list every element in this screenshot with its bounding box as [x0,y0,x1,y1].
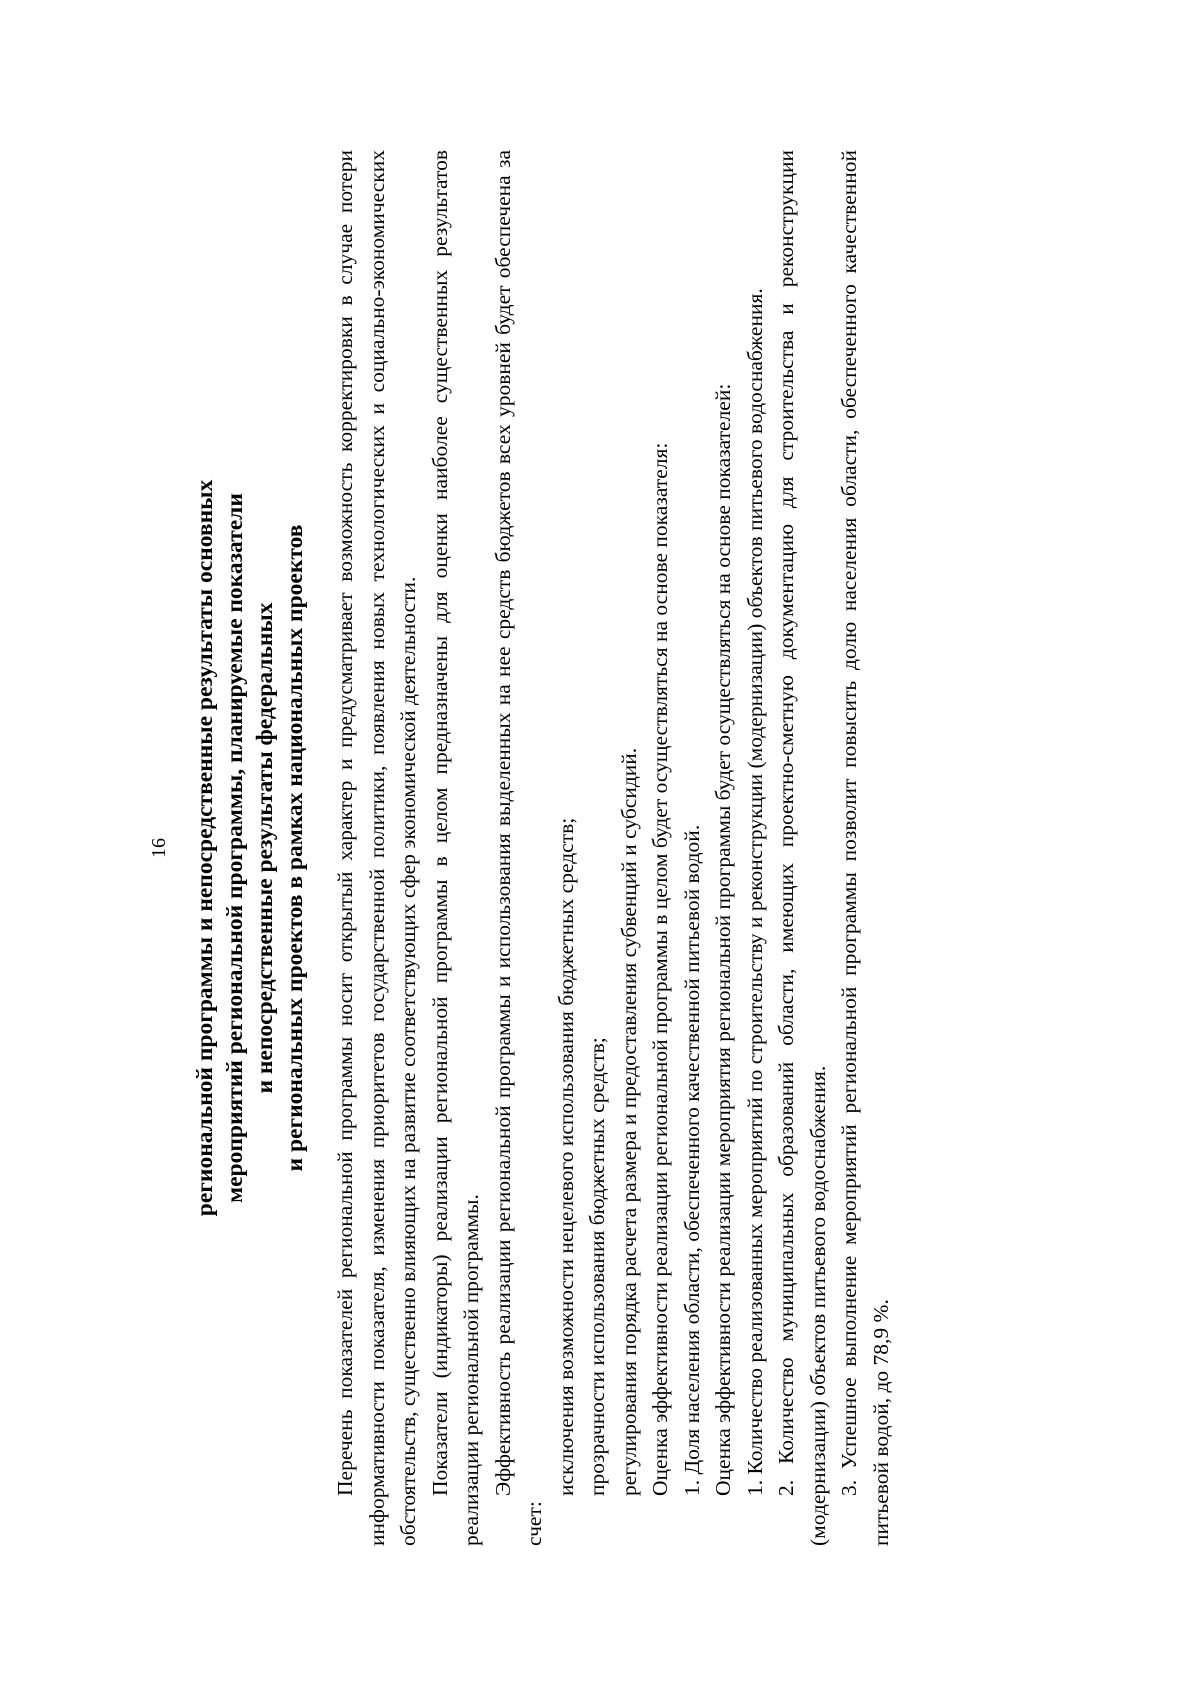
list-item: регулирования порядка расчета размера и предоставления субвенций и субсидий. [616,747,641,1496]
paragraph: Перечень показателей региональной программы носит открытый характер и предусматривает возможность корректировки в случае потери информативности показателя, изменения приоритетов государственной политики, появления новых технологических и социально-экономических обстоятельств, существенно влияющих на развитие соответствующих сфер экономической деятельности. [333,150,420,1546]
list-item: исключения возможности нецелевого использования бюджетных средств; [553,817,578,1496]
heading-line: и непосредственные результаты федеральных [252,602,278,1094]
section-heading [190,128,310,1568]
indicator-item: 3. Успешное выполнение мероприятий региональной программы позволит повысить долю населения области, обеспеченного качественной питьевой водой, до 78,9 %. [837,150,893,1546]
indicator-item: 2. Количество муниципальных образований области, имеющих проектно-сметную документацию для строительства и реконструкции (модернизации) объектов питьевого водоснабжения. [774,150,830,1546]
paragraph: Оценка эффективности реализации региональной программы в целом будет осуществляться на основе показателя: [648,442,672,1496]
paragraph: Показатели (индикаторы) реализации региональной программы в целом предназначены для оценки наиболее существенных результатов реализации региональной программы. [427,150,483,1546]
heading-line: регионaльной программы и непосредственные результаты основных [192,479,218,1217]
paragraph: Оценка эффективности реализации мероприятия региональной программы будет осуществляться на основе показателей: [711,383,735,1496]
paragraph: Эффективность реализации региональной программы и использования выделенных на нее средств бюджетов всех уровней будет обеспечена за счет: [490,150,546,1546]
list-item: прозрачности использования бюджетных средств; [585,1037,609,1496]
page-number: 16 [148,838,170,858]
heading-line: мероприятий региональной программы, планируемые показатели [222,493,248,1203]
indicator-item: 1. Количество реализованных мероприятий по строительству и реконструкции (модернизации) объектов питьевого водоснабжения. [742,288,767,1496]
indicator-item: 1. Доля населения области, обеспеченного качественной питьевой водой. [679,824,704,1496]
heading-line: и региональных проектов в рамках национальных проектов [282,524,308,1172]
body-text [330,150,897,1546]
document-page [130,128,1070,1568]
